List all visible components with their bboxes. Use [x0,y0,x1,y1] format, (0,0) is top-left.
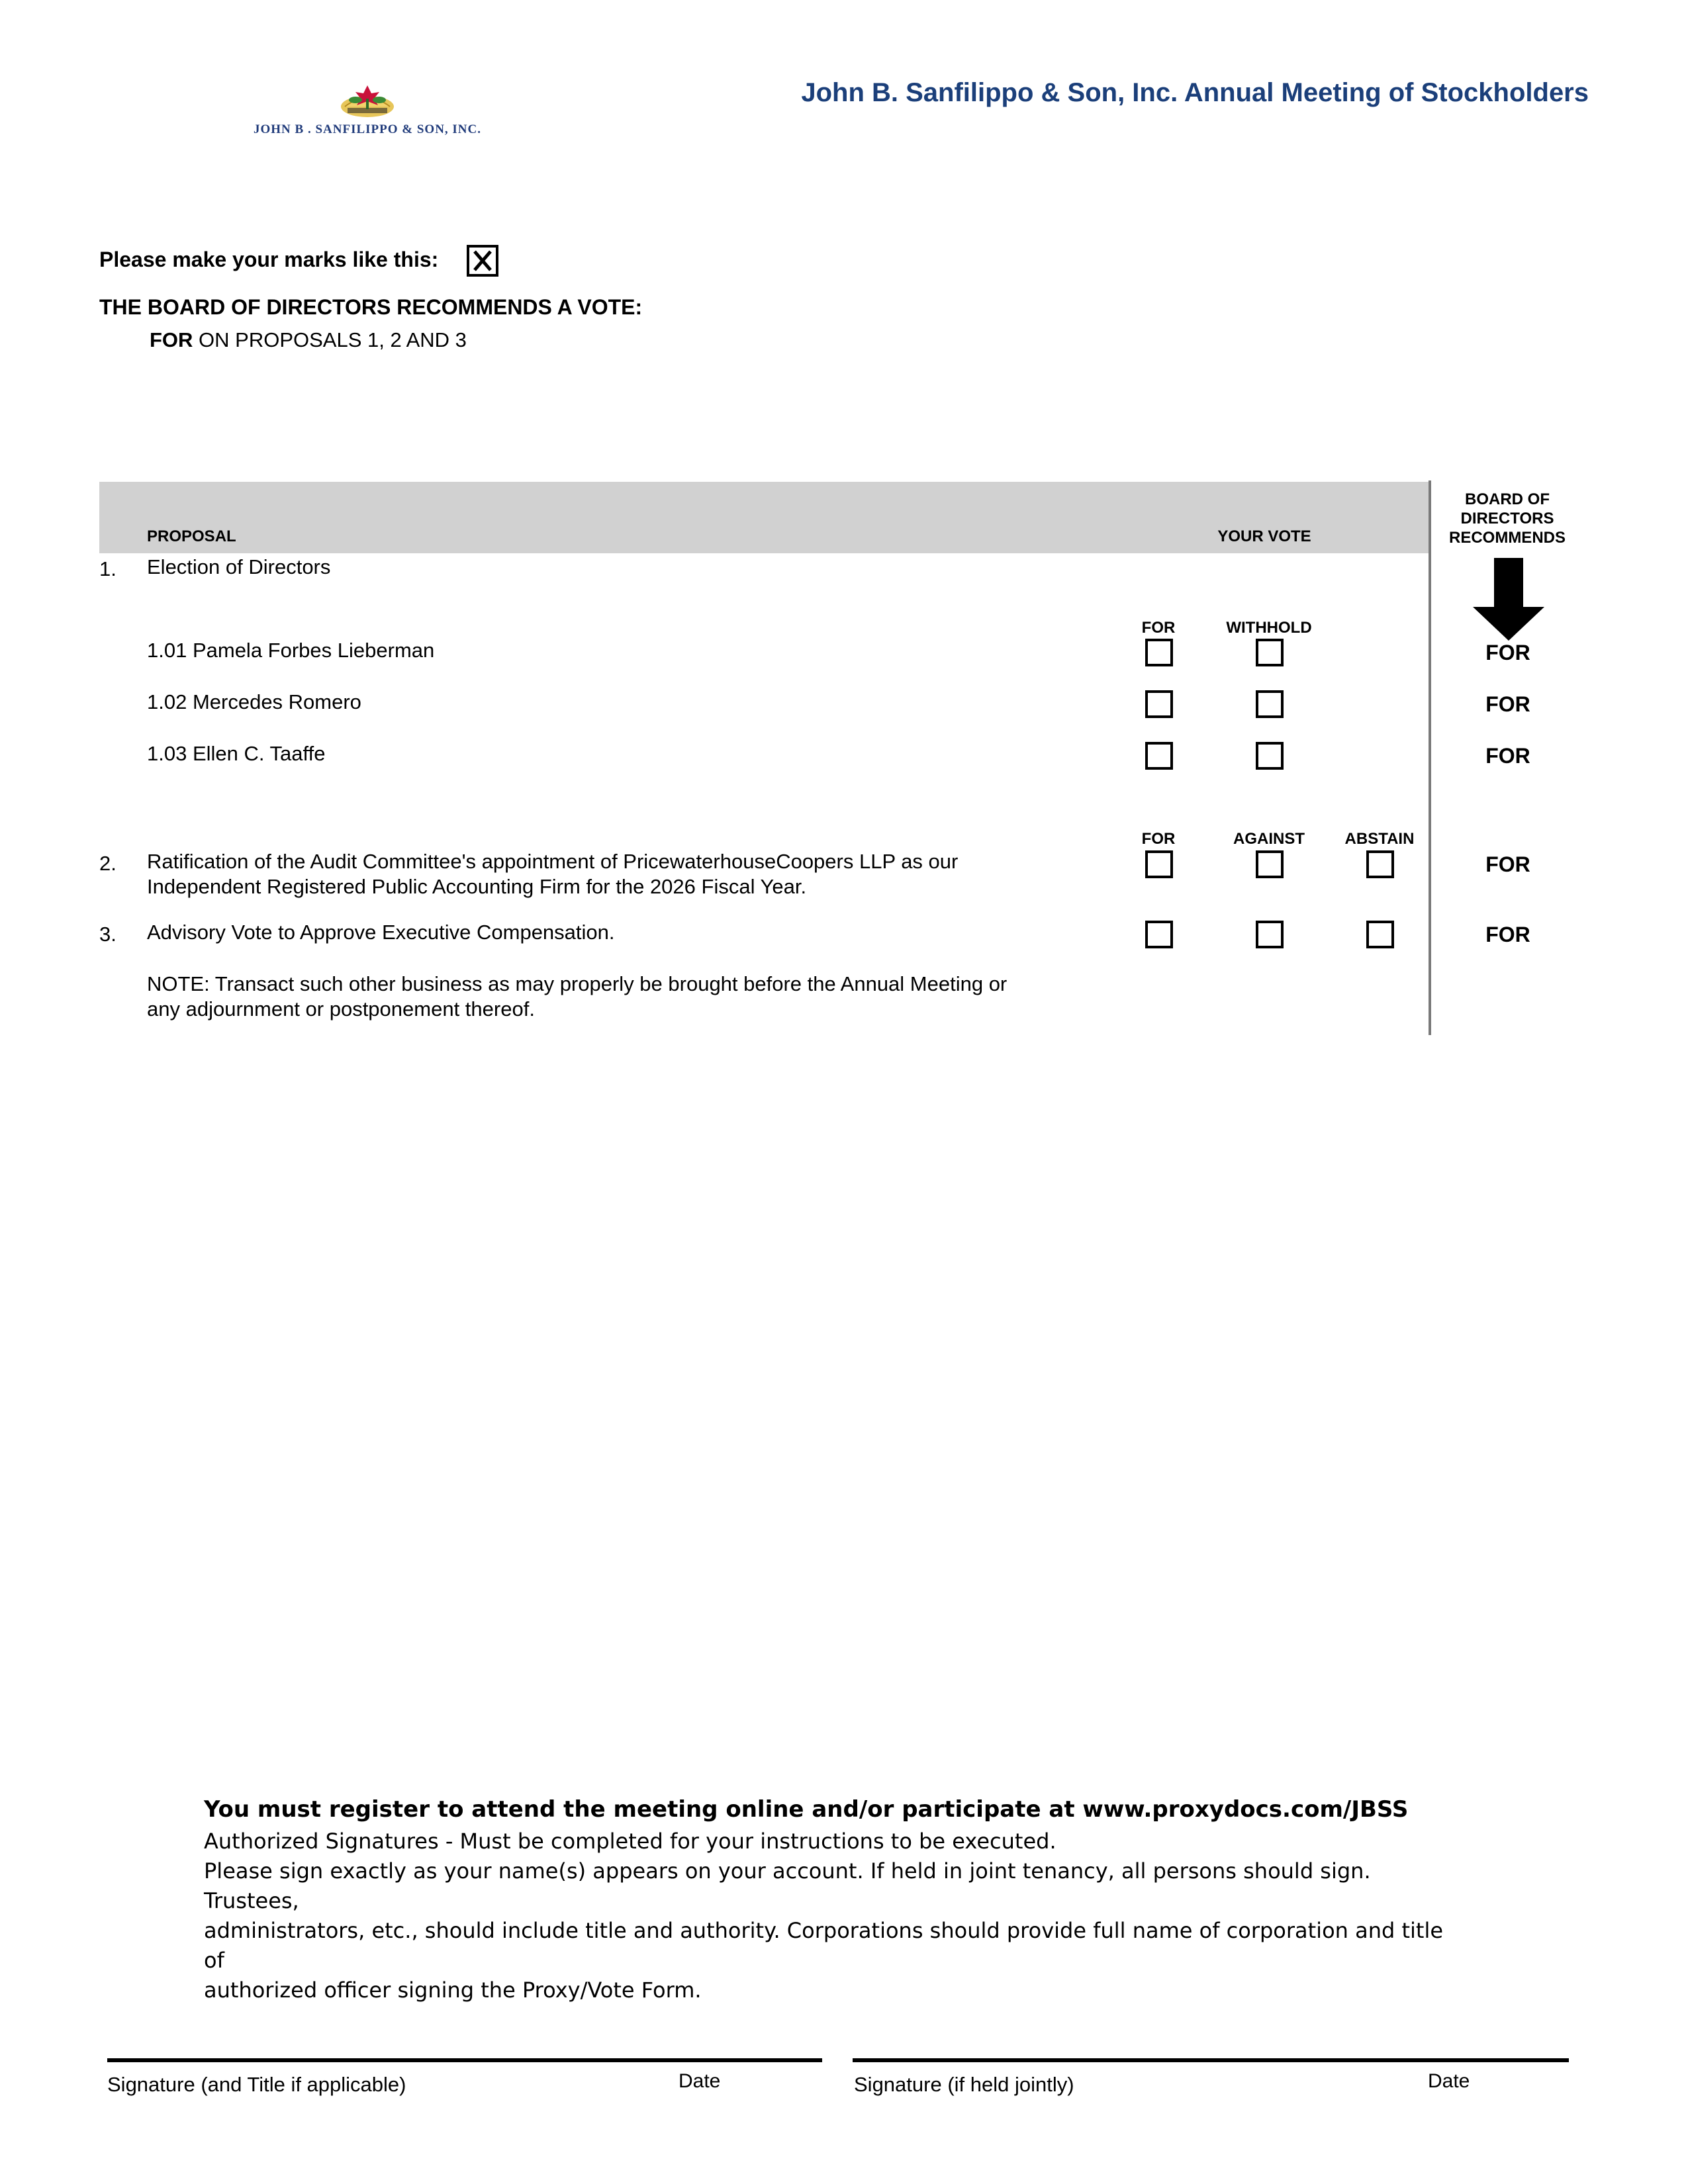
auth-line-1: Authorized Signatures - Must be completed for your instructions to be executed. [204,1829,1056,1854]
column-header-your-vote: YOUR VOTE [1217,527,1311,545]
nominee-1-02-recommendation: FOR [1485,692,1530,716]
nominee-1-03-recommendation: FOR [1485,744,1530,768]
nominee-1-03-label: 1.03 Ellen C. Taaffe [147,742,326,765]
date-2-label: Date [1428,2070,1470,2092]
nominee-1-01-label: 1.01 Pamela Forbes Lieberman [147,639,435,662]
auth-line-4: authorized officer signing the Proxy/Vote Form. [204,1978,702,2003]
register-notice: You must register to attend the meeting online and/or participate at www.proxydocs.com/JBSS [204,1796,1409,1823]
proposal-2-abstain-checkbox[interactable] [1366,850,1394,878]
down-arrow-icon [1473,558,1544,641]
date-1-label: Date [679,2070,721,2092]
proposal-3-recommendation: FOR [1485,923,1530,946]
document-title: John B. Sanfilippo & Son, Inc. Annual Meeting of Stockholders [801,78,1589,107]
choice-label-for: FOR [1141,619,1176,637]
proposal-1-title: Election of Directors [147,555,331,578]
choice-label-abstain: ABSTAIN [1344,830,1415,848]
proposal-2-for-checkbox[interactable] [1145,850,1173,878]
choice-label-withhold: WITHHOLD [1226,619,1312,637]
nominee-1-02-withhold-checkbox[interactable] [1256,690,1284,718]
signature-line-2[interactable] [853,2058,1569,2062]
logo-text: JOHN B . SANFILIPPO & SON, INC. [254,122,481,136]
authorized-signatures-text [204,1827,1448,2005]
proposal-1-number: 1. [99,557,117,580]
nominee-1-01-withhold-checkbox[interactable] [1256,639,1284,666]
proposal-2-line1: Ratification of the Audit Committee's appointment of PricewaterhouseCoopers LLP as our [147,850,959,873]
auth-line-3: administrators, etc., should include title and authority. Corporations should provide full name of corporation and title of [204,1918,1444,1973]
nominee-1-03-withhold-checkbox[interactable] [1256,742,1284,770]
board-recommendation-heading: THE BOARD OF DIRECTORS RECOMMENDS A VOTE: [99,295,643,319]
signature-2-label: Signature (if held jointly) [854,2073,1074,2096]
note-line2: any adjournment or postponement thereof. [147,997,535,1021]
board-recommendation-detail [150,328,467,352]
column-header-board-recommends: BOARD OF DIRECTORS RECOMMENDS [1448,490,1566,547]
nominee-1-01-for-checkbox[interactable] [1145,639,1173,666]
note-line1: NOTE: Transact such other business as may properly be brought before the Annual Meeting or [147,972,1008,995]
proposal-3-number: 3. [99,923,117,946]
column-header-proposal: PROPOSAL [147,527,236,545]
nominee-1-03-for-checkbox[interactable] [1145,742,1173,770]
nominee-1-01-recommendation: FOR [1485,641,1530,664]
marks-instruction: Please make your marks like this: [99,248,439,271]
proposal-2-number: 2. [99,852,117,875]
board-for-rest: ON PROPOSALS 1, 2 AND 3 [193,328,467,351]
signature-1-label: Signature (and Title if applicable) [107,2073,406,2096]
recommendation-divider [1429,480,1431,1035]
choice-label-against: AGAINST [1233,830,1305,848]
proposal-2-line2: Independent Registered Public Accounting Firm for the 2026 Fiscal Year. [147,875,807,898]
nominee-1-02-for-checkbox[interactable] [1145,690,1173,718]
auth-line-2: Please sign exactly as your name(s) appears on your account. If held in joint tenancy, all persons should sign. Trustees, [204,1858,1371,1913]
proposal-2-recommendation: FOR [1485,852,1530,876]
signature-line-1[interactable] [107,2058,822,2062]
company-logo-icon [334,83,400,120]
company-logo [222,83,513,142]
proposal-3-abstain-checkbox[interactable] [1366,921,1394,948]
board-for-label: FOR [150,328,193,351]
proposal-3-for-checkbox[interactable] [1145,921,1173,948]
choice-label-for-b: FOR [1141,830,1176,848]
sample-x-checkbox-icon [467,245,498,277]
proposal-3-against-checkbox[interactable] [1256,921,1284,948]
proposal-2-against-checkbox[interactable] [1256,850,1284,878]
nominee-1-02-label: 1.02 Mercedes Romero [147,690,361,713]
proposal-3-text: Advisory Vote to Approve Executive Compensation. [147,921,615,944]
